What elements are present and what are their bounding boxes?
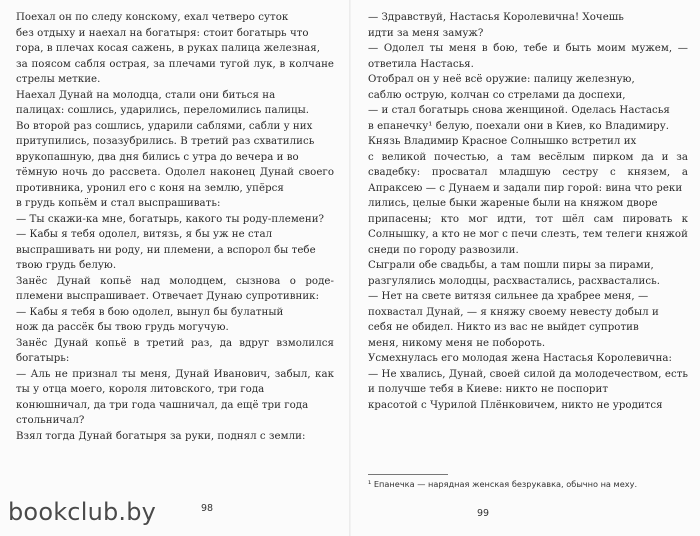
left-page-text: Поехал он по следу конскому, ехал четверо суток без отдыху и наехал на богатыря: стоит богатырь что гора, в плечах косая сажень, в руках палица железная, за поясом сабля острая, за плечами тугой лук, в колчане стрелы меткие. Наехал Дунай на молодца, стали они биться на палицах: сошлись, ударились, переломились палицы. Во второй раз сошлись, ударили саблями, сабли у них притупились, позазубрились. В третий раз схватились врукопашную, два дня бились с утра до вечера и во тёмную ночь до рассвета. Одолел наконец Дунай своего противника, уронил его с коня на землю, упёрся в грудь копьём и стал выспрашивать: — Ты скажи-ка мне, богатырь, какого ты роду-племени? — Кабы я тебя одолел, витязь, я бы уж не стал выспрашивать ни роду, ни племени, а вспорол бы тебе твою грудь белую. Занёс Дунай копьё над молодцем, сызнова о роде-племени выспрашивает. Отвечает Дунаю супротивник: — Кабы я тебя в бою одолел, вынул бы булатный нож да рассёк бы твою грудь могучую. Занёс Дунай копьё в третий раз, да вдруг взмолился богатырь: — Аль не признал ты меня, Дунай Иванович, забыл, как ты у отца моего, короля литовского, три года конюшничал, да три года чашничал, да ещё три года стольничал? Взял тогда Дунай богатыря за руки, поднял с земли: [16,12,334,442]
left-page-number: 98 [201,503,214,514]
right-page [368,10,688,510]
left-page [16,10,334,510]
right-page-text: — Здравствуй, Настасья Королевична! Хочешь идти за меня замуж? — Одолел ты меня в бою, тебе и быть моим мужем, — ответила Настасья. Отобрал он у неё всё оружие: палицу железную, саблю острую, колчан со стрелами да доспехи, — и стал богатырь снова женщиной. Оделась Настасья в епанечку¹ белую, поехали они в Киев, ко Владимиру. Князь Владимир Красное Солнышко встретил их с великой почестью, а там весёлым пирком да и за свадебку: просватал младшую сестру с князем, а Апраксею — с Дунаем и задали пир горой: вина что реки лились, целые быки жареные были на княжом дворе припасены; кто мог идти, тот шёл сам пировать к Солнышку, а кто не мог с печи слезть, тем телеги княжой снеди по городу развозили. Сыграли обе свадьбы, а там пошли пиры за пирами, разгулялись молодцы, расхвастались, расхвастались. — Нет на свете витязя сильнее да храбрее меня, — похвастал Дунай, — я княжу своему невесту добыл и себя не обидел. Никто из вас не выйдет супротив меня, никому меня не побороть. Усмехнулась его молодая жена Настасья Королевична: — Не хвались, Дунай, своей силой да молодечеством, есть и получше тебя в Киеве: никто не поспорит красотой с Чурилой Плёнковичем, никто не уродится [368,12,688,411]
footnote: ¹ Епанечка — нарядная женская безрукавка, обычно на меху. [368,479,638,489]
right-page-number: 99 [477,508,490,519]
book-gutter [349,0,351,536]
watermark: bookclub.by [8,498,157,526]
footnote-divider [368,474,448,475]
